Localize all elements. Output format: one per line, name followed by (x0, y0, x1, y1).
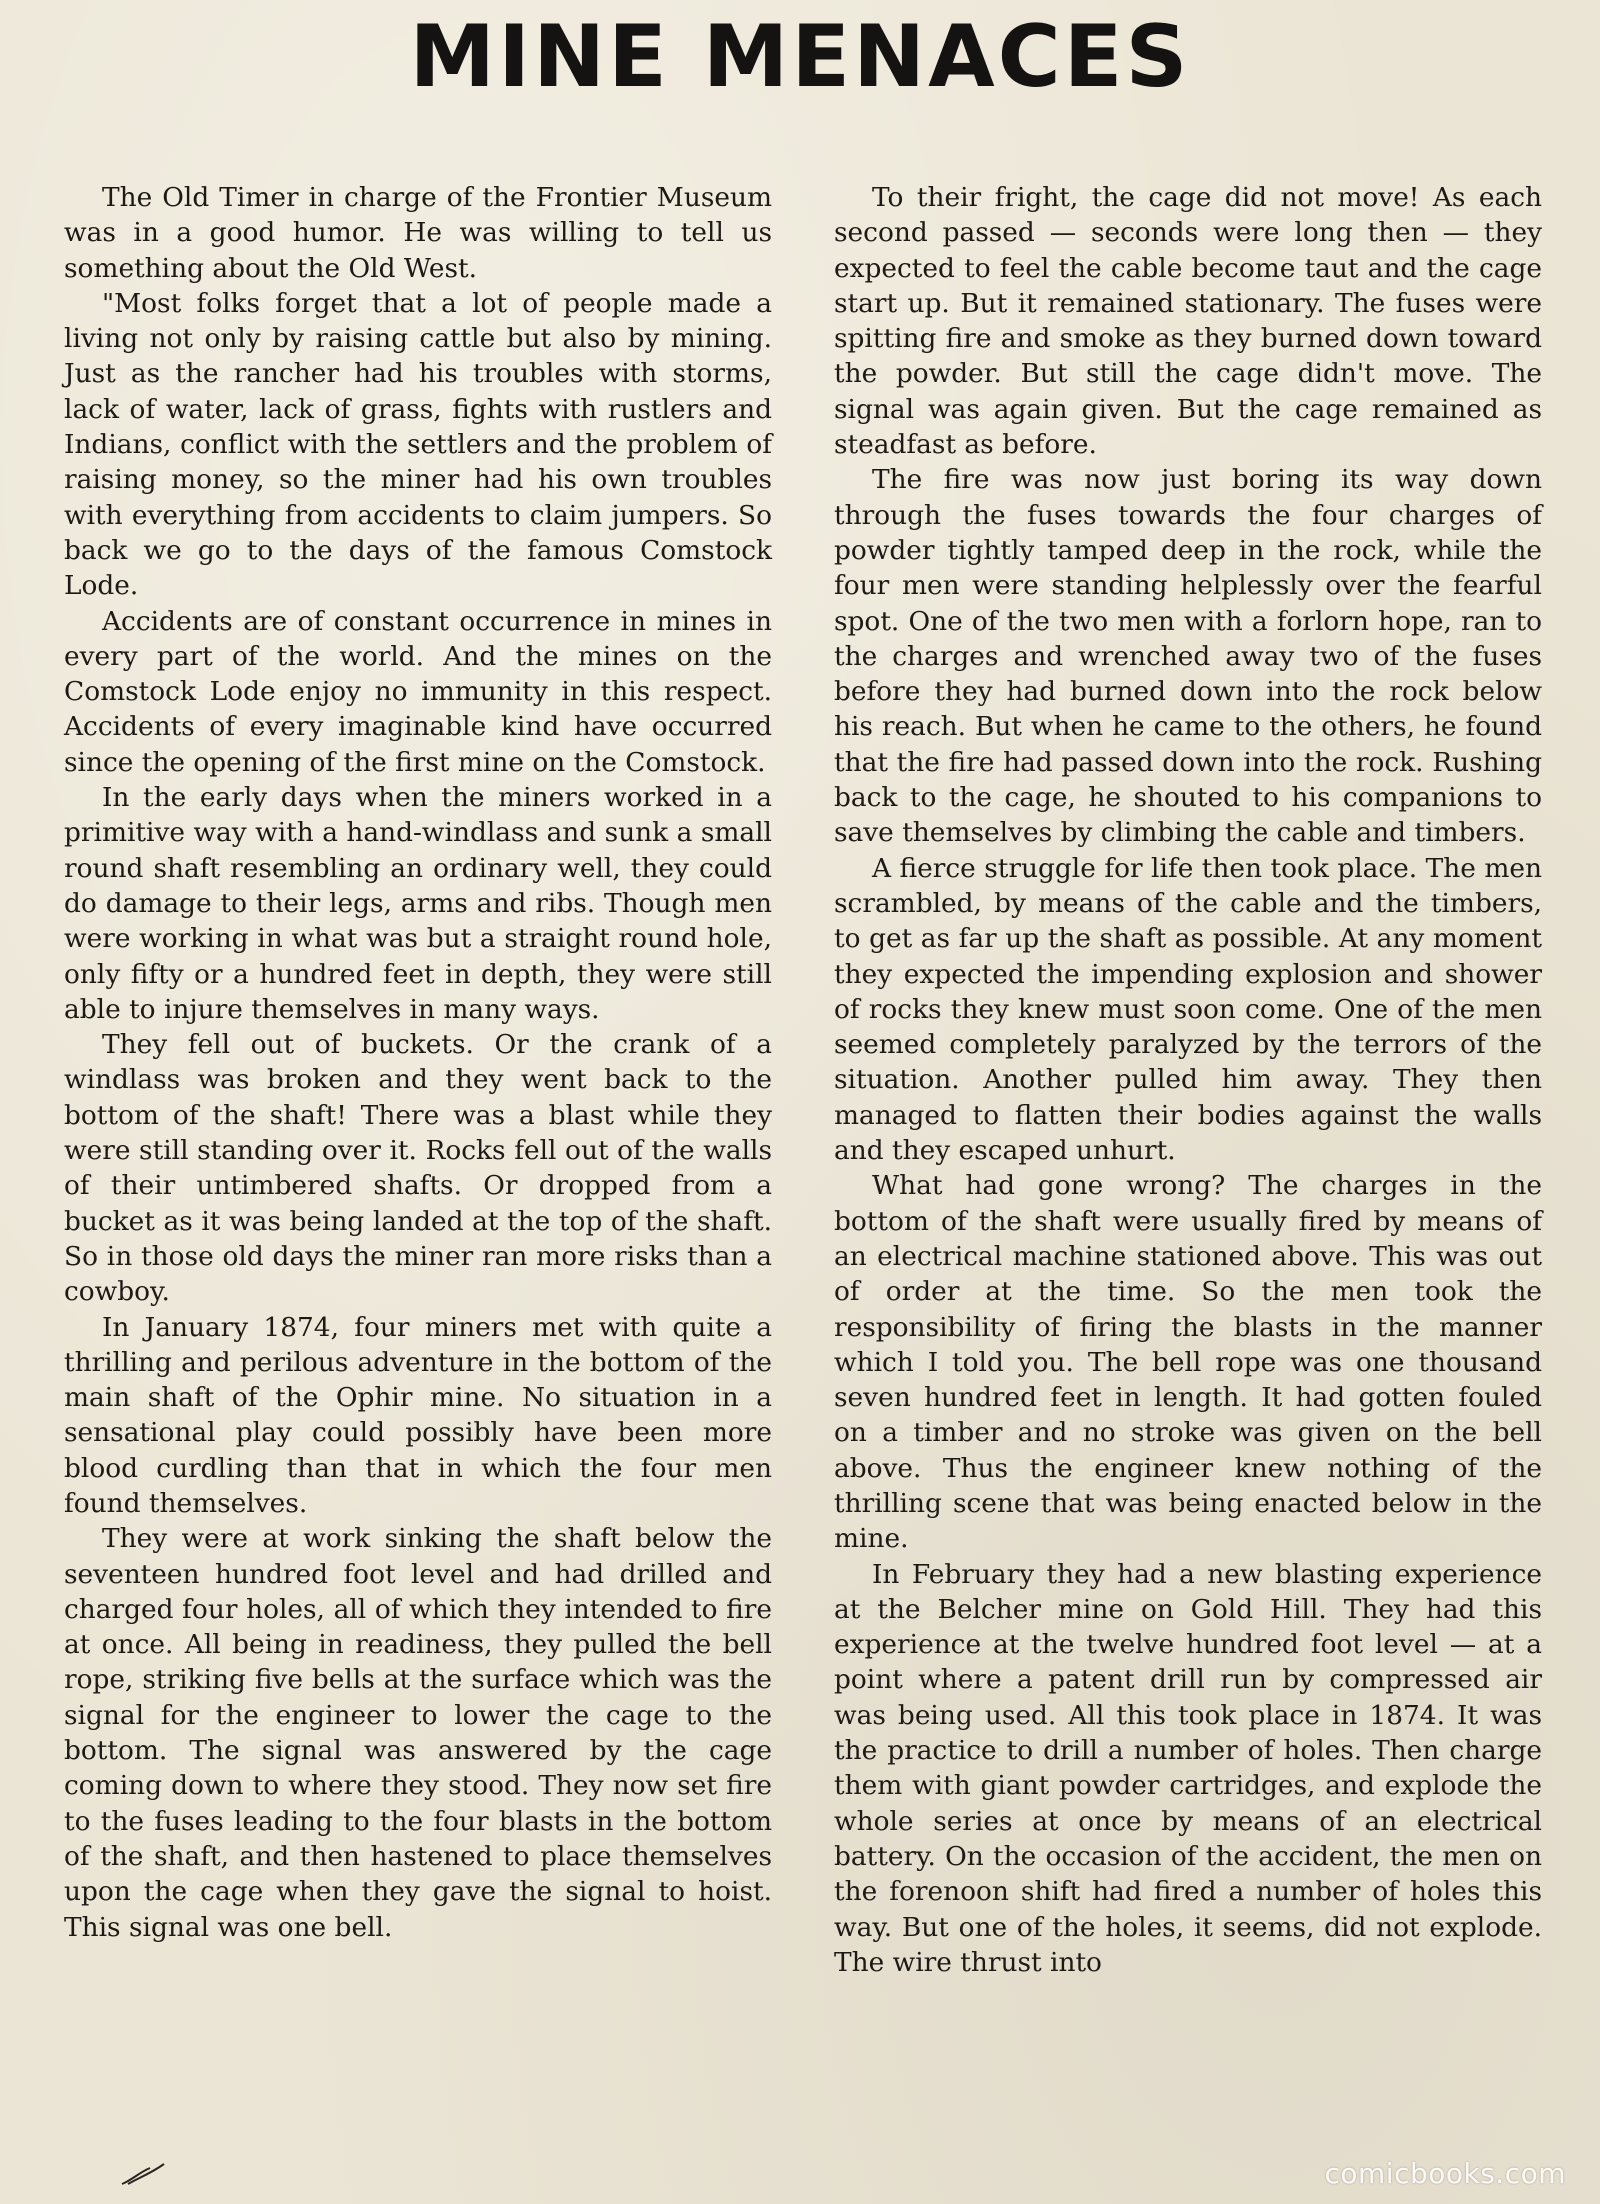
paragraph: They were at work sinking the shaft below the seventeen hundred foot level and had drilled and charged four holes, all of which they intended to fire at once. All being in readiness, they pulled the bell rope, striking five bells at the surface which was the signal for the engineer to lower the cage to the bottom. The signal was answered by the cage coming down to where they stood. They now set fire to the fuses leading to the four blasts in the bottom of the shaft, and then hastened to place themselves upon the cage when they gave the signal to hoist. This signal was one bell. (64, 1523, 772, 1943)
paragraph: What had gone wrong? The charges in the bottom of the shaft were usually fired by means of an electrical machine stationed above. This was out of order at the time. So the men took the responsibility of firing the blasts in the manner which I told you. The bell rope was one thousand seven hundred feet in length. It had gotten fouled on a timber and no stroke was given on the bell above. Thus the engineer knew nothing of the thrilling scene that was being enacted below in the mine. (834, 1170, 1542, 1555)
paragraph: The Old Timer in charge of the Frontier Museum was in a good humor. He was willing to tell us something about the Old West. (64, 182, 772, 284)
paragraph: To their fright, the cage did not move! As each second passed — seconds were long then — they expected to feel the cable become taut and the cage start up. But it remained stationary. The fuses were spitting fire and smoke as they burned down toward the powder. But still the cage didn't move. The signal was again given. But the cage remained as steadfast as before. (834, 182, 1542, 461)
paragraph: In January 1874, four miners met with quite a thrilling and perilous adventure in the bottom of the main shaft of the Ophir mine. No situation in a sensational play could possibly have been more blood curdling than that in which the four men found themselves. (64, 1311, 772, 1519)
watermark: comicbooks.com (1324, 2157, 1566, 2190)
paragraph: In February they had a new blasting experience at the Belcher mine on Gold Hill. They had this experience at the twelve hundred foot level — at a point where a patent drill run by compressed air was being used. All this took place in 1874. It was the practice to drill a number of holes. Then charge them with giant powder cartridges, and explode the whole series at once by means of an electrical battery. On the occasion of the accident, the men on the forenoon shift had fired a number of holes this way. But one of the holes, it seems, did not explode. The wire thrust into (834, 1558, 1542, 1978)
pen-mark-icon (120, 2158, 170, 2188)
paragraph: "Most folks forget that a lot of people made a living not only by raising cattle but also by mining. Just as the rancher had his troubles with storms, lack of water, lack of grass, fights with rustlers and Indians, conflict with the settlers and the problem of raising money, so the miner had his own troubles with everything from accidents to claim jumpers. So back we go to the days of the famous Comstock Lode. (64, 287, 772, 602)
paragraph: The fire was now just boring its way down through the fuses towards the four charges of powder tightly tamped deep in the rock, while the four men were standing helplessly over the fearful spot. One of the two men with a forlorn hope, ran to the charges and wrenched away two of the fuses before they had burned down into the rock below his reach. But when he came to the others, he found that the fire had passed down into the rock. Rushing back to the cage, he shouted to his companions to save themselves by climbing the cable and timbers. (834, 464, 1542, 849)
left-column (64, 180, 772, 1945)
paragraph: A fierce struggle for life then took place. The men scrambled, by means of the cable and the timbers, to get as far up the shaft as possible. At any moment they expected the impending explosion and shower of rocks they knew must soon come. One of the men seemed completely paralyzed by the terrors of the situation. Another pulled him away. They then managed to flatten their bodies against the walls and they escaped unhurt. (834, 852, 1542, 1167)
paragraph: They fell out of buckets. Or the crank of a windlass was broken and they went back to the bottom of the shaft! There was a blast while they were still standing over it. Rocks fell out of the walls of their untimbered shafts. Or dropped from a bucket as it was being landed at the top of the shaft. So in those old days the miner ran more risks than a cowboy. (64, 1029, 772, 1308)
paragraph: In the early days when the miners worked in a primitive way with a hand-windlass and sunk a small round shaft resembling an ordinary well, they could do damage to their legs, arms and ribs. Though men were working in what was but a straight round hole, only fifty or a hundred feet in depth, they were still able to injure themselves in many ways. (64, 782, 772, 1025)
right-column (834, 180, 1542, 1980)
paragraph: Accidents are of constant occurrence in mines in every part of the world. And the mines on the Comstock Lode enjoy no immunity in this respect. Accidents of every imaginable kind have occurred since the opening of the first mine on the Comstock. (64, 605, 772, 778)
article-title: MINE MENACES (409, 7, 1191, 107)
